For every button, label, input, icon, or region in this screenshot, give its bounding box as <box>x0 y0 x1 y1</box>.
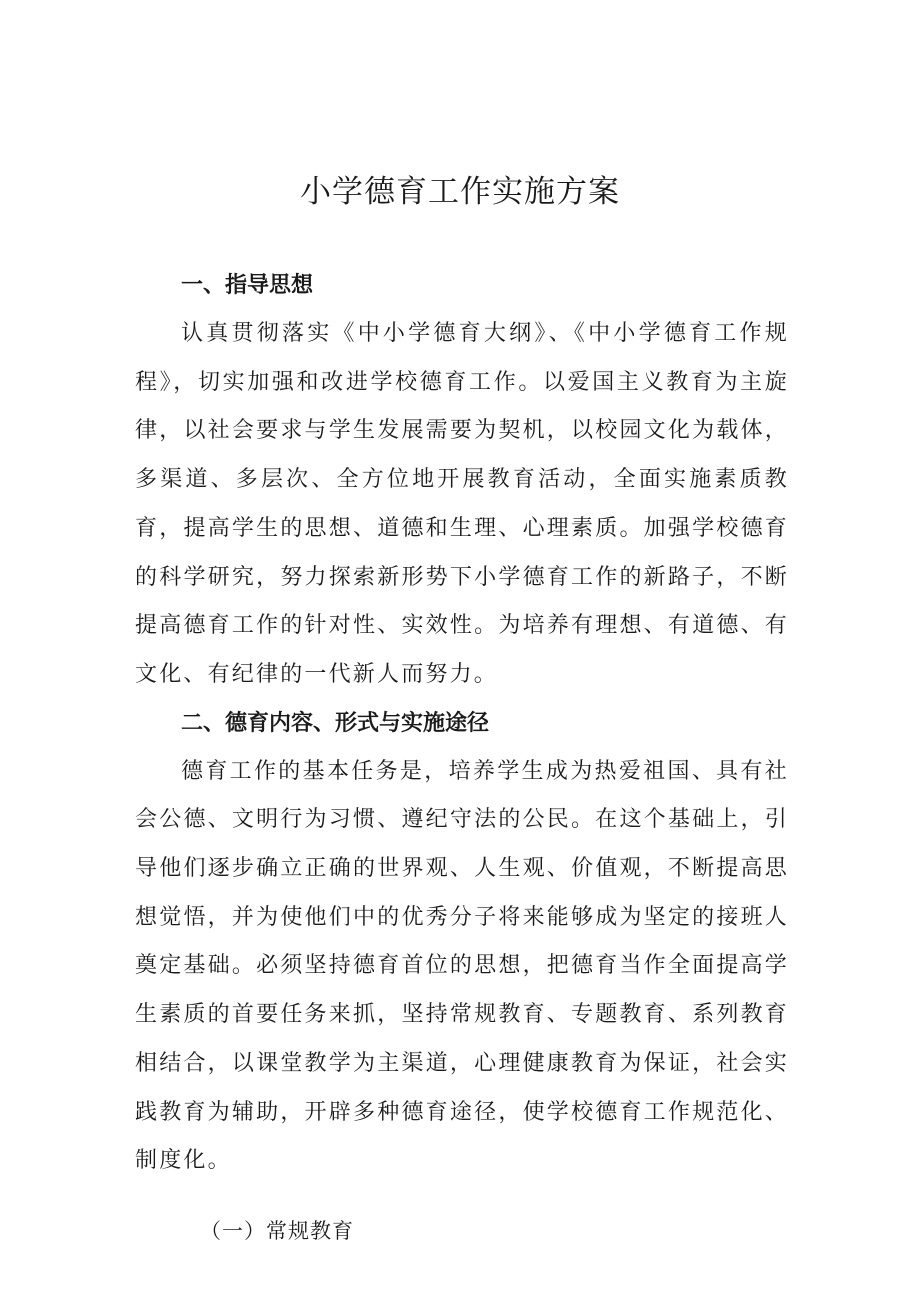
document-body <box>135 262 789 1251</box>
document-title: 小学德育工作实施方案 <box>300 174 620 210</box>
section-heading-moral-content: 二、德育内容、形式与实施途径 <box>181 710 490 736</box>
section-heading-guiding-thought: 一、指导思想 <box>181 273 314 298</box>
section-paragraph-guiding-thought: 认真贯彻落实《中小学德育大纲》、《中小学德育工作规程》，切实加强和改进学校德育工作。以爱国主义教育为主旋律，以社会要求与学生发展需要为契机，以校园文化为载体，多渠道、多层次、全方位地开展教育活动，全面实施素质教育，提高学生的思想、道德和生理、心理素质。加强学校德育的科学研究，努力探索新形势下小学德育工作的新路子，不断提高德育工作的针对性、实效性。为培养有理想、有道德、有文化、有纪律的一代新人而努力。 <box>135 321 789 687</box>
section-paragraph-moral-content: 德育工作的基本任务是，培养学生成为热爱祖国、具有社会公德、文明行为习惯、遵纪守法的公民。在这个基础上，引导他们逐步确立正确的世界观、人生观、价值观，不断提高思想觉悟，并为使他们中的优秀分子将来能够成为坚定的接班人奠定基础。必须坚持德育首位的思想，把德育当作全面提高学生素质的首要任务来抓，坚持常规教育、专题教育、系列教育相结合，以课堂教学为主渠道，心理健康教育为保证，社会实践教育为辅助，开辟多种德育途径，使学校德育工作规范化、制度化。 <box>135 758 789 1174</box>
subsection-heading-routine-education: （一）常规教育 <box>200 1218 354 1243</box>
